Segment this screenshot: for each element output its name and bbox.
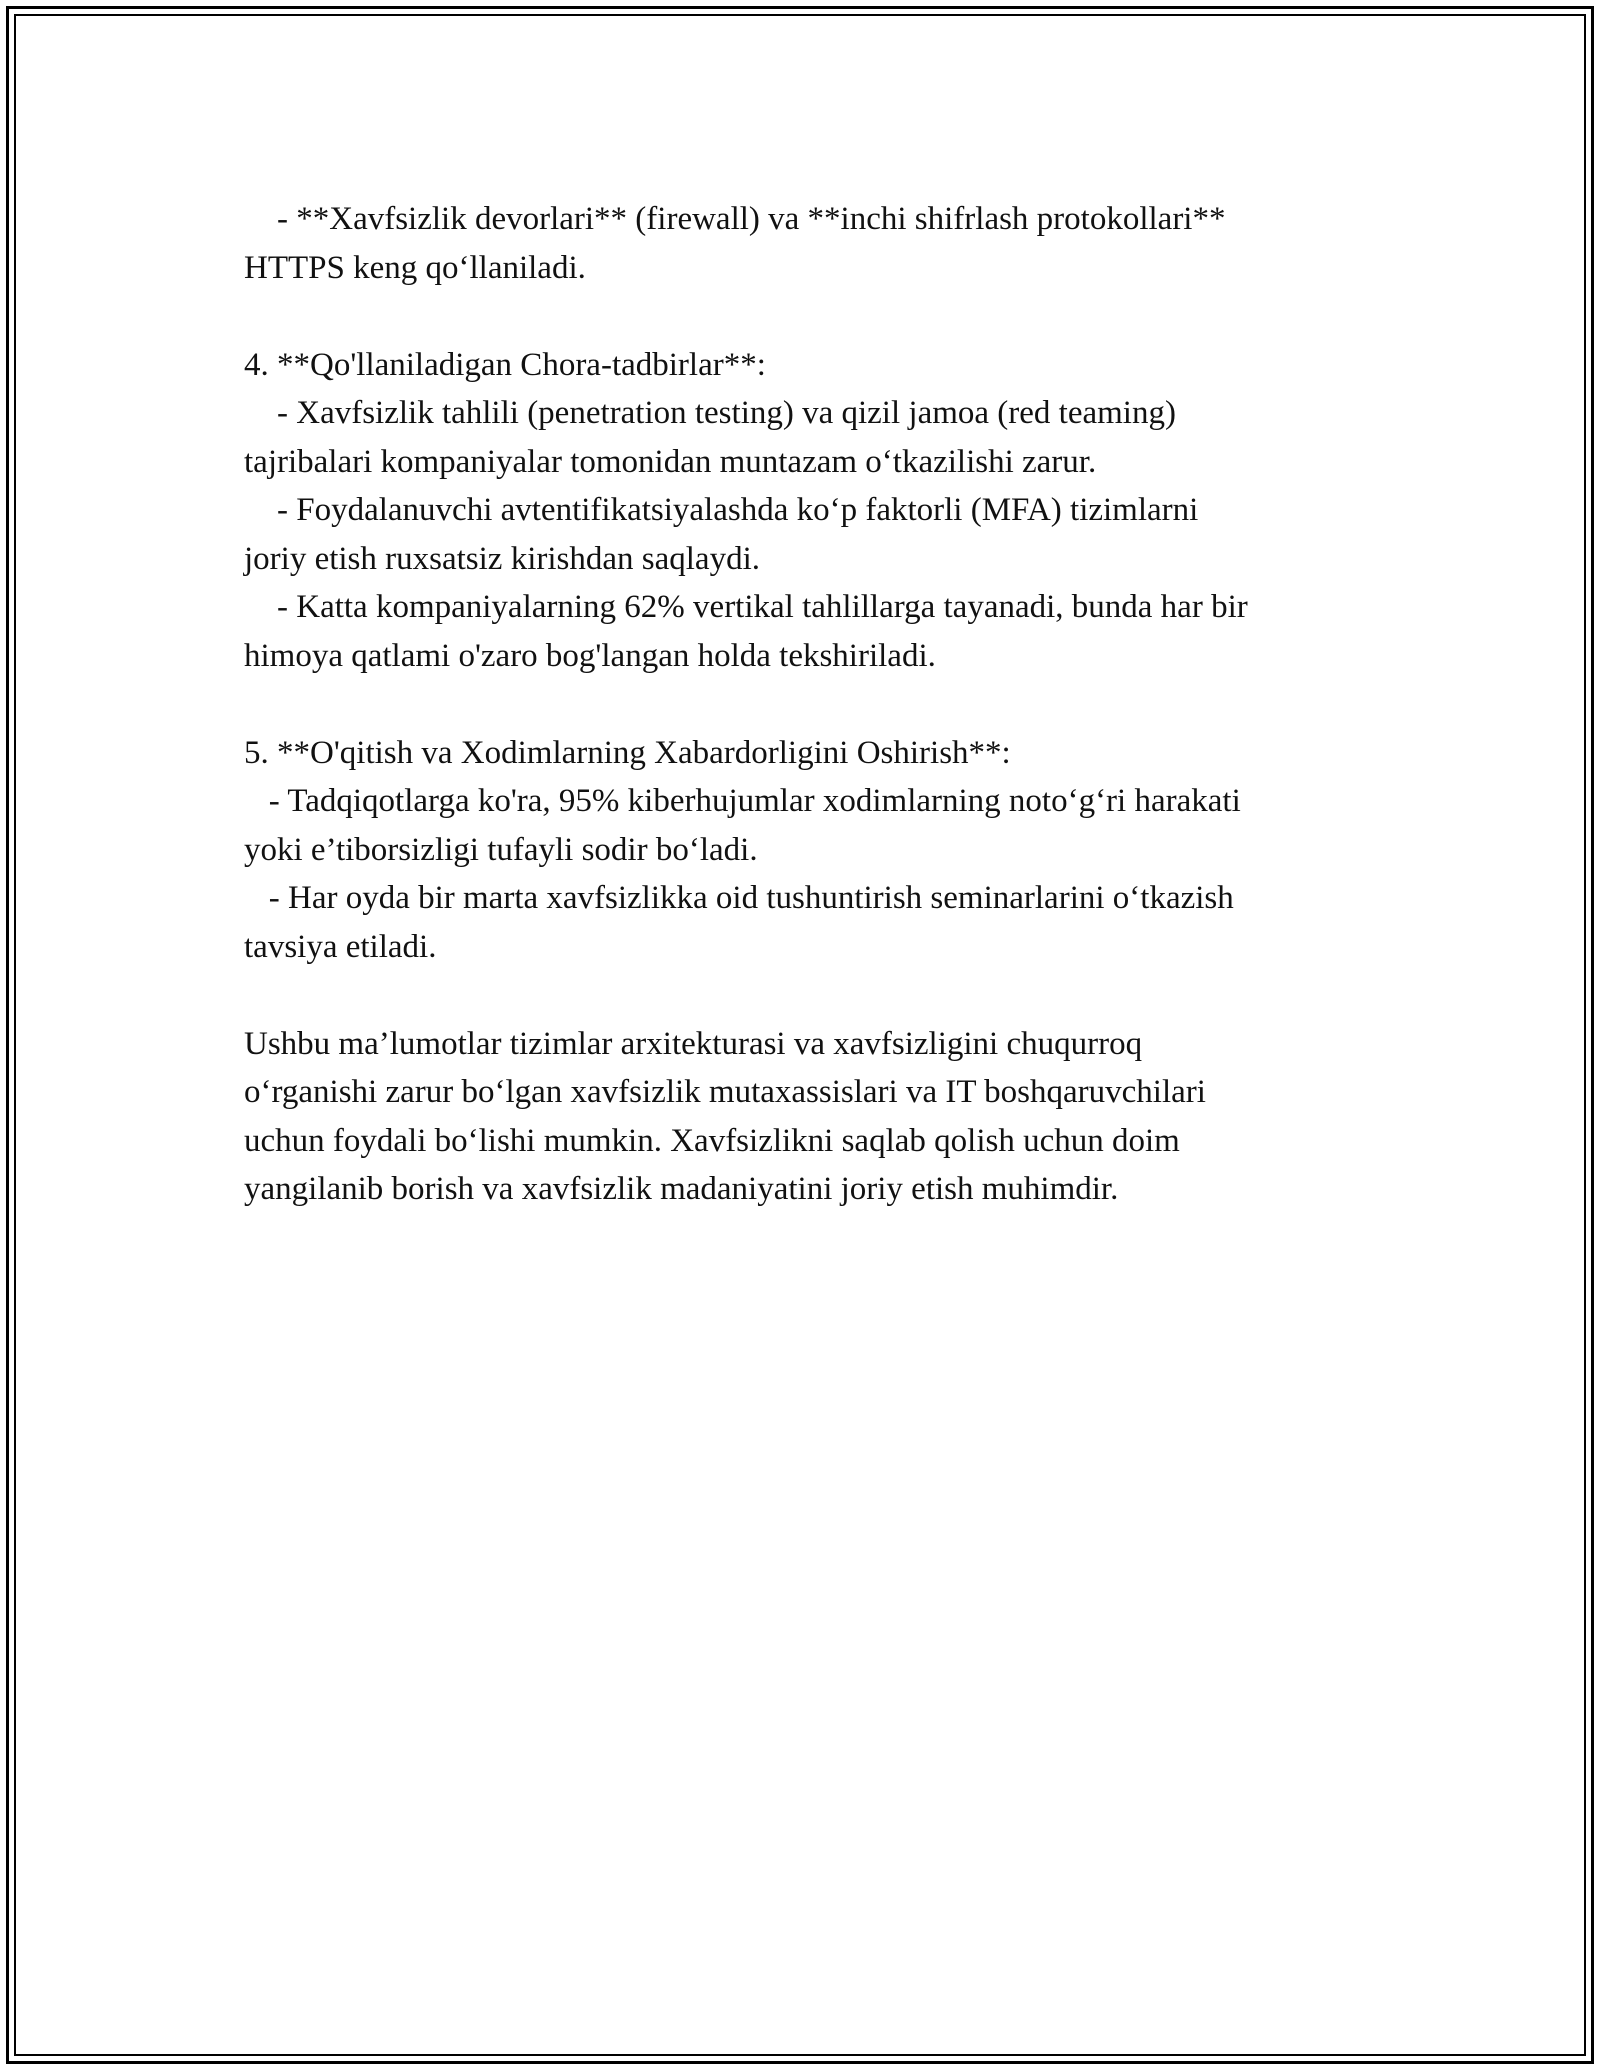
- bullet-firewall-line-2: HTTPS keng qo‘llaniladi.: [244, 249, 586, 286]
- bullet-pentest-line-1: - Xavfsizlik tahlili (penetration testing) va qizil jamoa (red teaming): [244, 395, 1176, 431]
- section-4-heading: 4. **Qo'llaniladigan Chora-tadbirlar**:: [244, 346, 766, 383]
- conclusion-line-3: uchun foydali bo‘lishi mumkin. Xavfsizlikni saqlab qolish uchun doim: [244, 1122, 1180, 1159]
- bullet-research-line-2: yoki e’tiborsizligi tufayli sodir bo‘ladi.: [244, 831, 758, 868]
- paragraph-gap: [244, 680, 1394, 729]
- conclusion-line-1: Ushbu ma’lumotlar tizimlar arxitekturasi va xavfsizligini chuqurroq: [244, 1025, 1143, 1062]
- bullet-mfa-line-2: joriy etish ruxsatsiz kirishdan saqlaydi.: [244, 540, 760, 577]
- conclusion-line-4: yangilanib borish va xavfsizlik madaniyatini joriy etish muhimdir.: [244, 1171, 1119, 1207]
- bullet-vertical-analysis-line-2: himoya qatlami o'zaro bog'langan holda tekshiriladi.: [244, 637, 936, 674]
- page-frame: [6, 6, 1594, 2064]
- bullet-mfa-line-1: - Foydalanuvchi avtentifikatsiyalashda ko‘p faktorli (MFA) tizimlarni: [244, 492, 1199, 528]
- bullet-seminars-line-1: - Har oyda bir marta xavfsizlikka oid tushuntirish seminarlarini o‘tkazish: [244, 880, 1234, 916]
- document-body: [244, 195, 1394, 1214]
- section-5-heading: 5. **O'qitish va Xodimlarning Xabardorligini Oshirish**:: [244, 734, 1011, 771]
- conclusion-line-2: o‘rganishi zarur bo‘lgan xavfsizlik mutaxassislari va IT boshqaruvchilari: [244, 1074, 1206, 1110]
- bullet-research-line-1: - Tadqiqotlarga ko'ra, 95% kiberhujumlar xodimlarning noto‘g‘ri harakati: [244, 783, 1241, 819]
- bullet-firewall-line-1: - **Xavfsizlik devorlari** (firewall) va **inchi shifrlash protokollari**: [244, 201, 1226, 237]
- bullet-vertical-analysis-line-1: - Katta kompaniyalarning 62% vertikal tahlillarga tayanadi, bunda har bir: [244, 589, 1248, 625]
- bullet-seminars-line-2: tavsiya etiladi.: [244, 928, 437, 965]
- paragraph-gap: [244, 971, 1394, 1020]
- bullet-pentest-line-2: tajribalari kompaniyalar tomonidan muntazam o‘tkazilishi zarur.: [244, 443, 1097, 480]
- paragraph-gap: [244, 292, 1394, 341]
